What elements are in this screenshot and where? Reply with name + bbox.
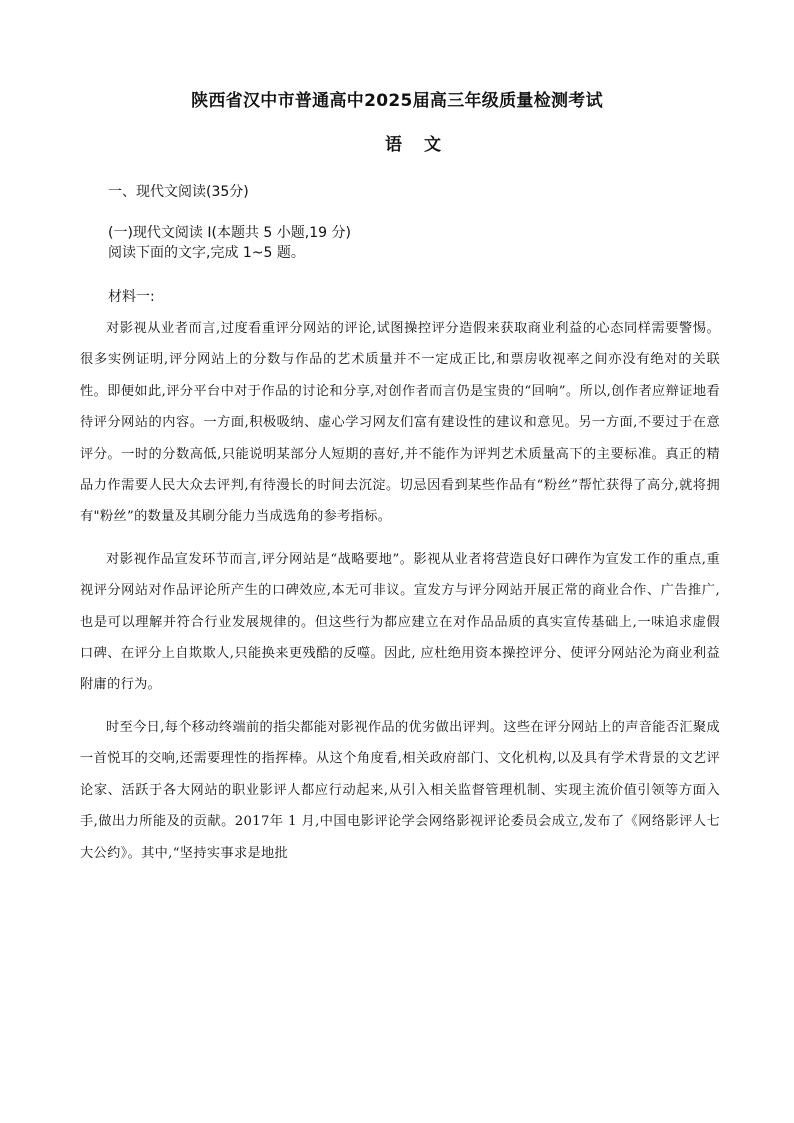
section-heading: 一、现代文阅读(35分)	[108, 184, 249, 200]
exam-title: 陕西省汉中市普通高中2025届高三年级质量检测考试	[191, 91, 603, 111]
paragraph-1: 对影视从业者而言,过度看重评分网站的评论,试图操控评分造假来获取商业利益的心态同样需要警惕。很多实例证明,评分网站上的分数与作品的艺术质量并不一定成正比,和票房收视率之间亦没有绝对的关联性。即便如此,评分平台中对于作品的讨论和分享,对创作者而言仍是宝贵的“回响”。所以,创作者应辩证地看待评分网站的内容。一方面,积极吸纳、虚心学习网友们富有建设性的建议和意见。另一方面,不要过于在意评分。一时的分数高低,只能说明某部分人短期的喜好,并不能作为评判艺术质量高下的主要标准。真正的精品力作需要人民大众去评判,有待漫长的时间去沉淀。切忌因看到某些作品有“粉丝”帮忙获得了高分,就将拥有"粉丝”的数量及其刷分能力当成选角的参考指标。	[80, 321, 720, 525]
subsection-block	[108, 223, 351, 263]
reading-instruction: 阅读下面的文字,完成 1~5 题。	[108, 245, 305, 261]
paragraph-2: 对影视作品宣发环节而言,评分网站是“战略要地”。影视从业者将营造良好口碑作为宣发工作的重点,重视评分网站对作品评论所产生的口碑效应,本无可非议。宣发方与评分网站开展正常的商业合作、广告推广,也是可以理解并符合行业发展规律的。但这些行为都应建立在对作品品质的真实宣传基础上,一味追求虚假口碑、在评分上自欺欺人,只能换来更残酷的反噬。因此, 应杜绝用资本操控评分、使评分网站沦为商业利益附庸的行为。	[80, 551, 720, 693]
paragraph-3: 时至今日,每个移动终端前的指尖都能对影视作品的优劣做出评判。这些在评分网站上的声音能否汇聚成一首悦耳的交响,还需要理性的指挥棒。从这个角度看,相关政府部门、文化机构,以及具有学术背景的文艺评论家、活跃于各大网站的职业影评人都应行动起来,从引入相关监督管理机制、实现主流价值引领等方面入手,做出力所能及的贡献。2017年 1 月,中国电影评论学会网络影视评论委员会成立,发布了《网络影评人七大公约》。其中,“坚持实事求是地批	[80, 719, 720, 861]
subsection-heading: (一)现代文阅读 I(本题共 5 小题,19 分)	[108, 225, 351, 241]
material-label: 材料一:	[108, 289, 155, 305]
material-body	[80, 313, 720, 869]
subject-title: 语 文	[385, 135, 449, 155]
